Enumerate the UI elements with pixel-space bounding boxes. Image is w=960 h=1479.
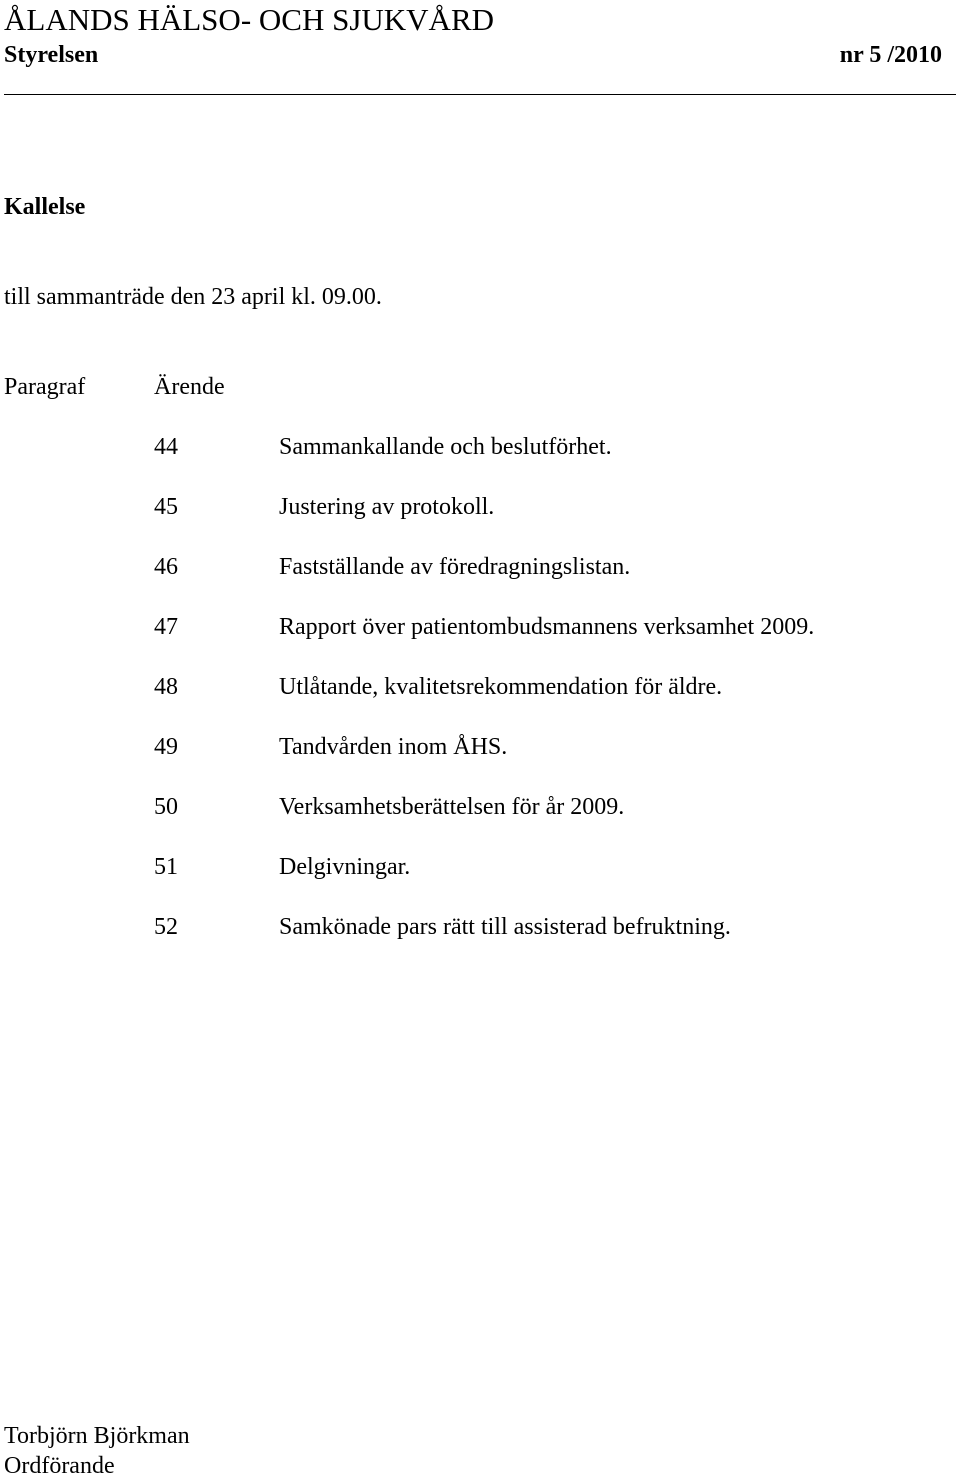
agenda-item-number: 49 bbox=[154, 734, 178, 760]
notice-title: Kallelse bbox=[4, 194, 86, 220]
issue-number: nr 5 /2010 bbox=[839, 42, 942, 68]
agenda-item-text: Delgivningar. bbox=[279, 854, 411, 880]
agenda-item-text: Justering av protokoll. bbox=[279, 494, 495, 520]
agenda-item bbox=[154, 615, 814, 675]
agenda-item-number: 48 bbox=[154, 674, 178, 700]
column-header-item: Ärende bbox=[154, 374, 225, 400]
agenda-item-text: Sammankallande och beslutförhet. bbox=[279, 434, 612, 460]
header-divider bbox=[4, 94, 956, 95]
agenda-item-number: 50 bbox=[154, 794, 178, 820]
agenda-item bbox=[154, 915, 814, 975]
signatory-name: Torbjörn Björkman bbox=[4, 1423, 190, 1449]
agenda-item-number: 52 bbox=[154, 914, 178, 940]
agenda-item-text: Utlåtande, kvalitetsrekommendation för äldre. bbox=[279, 674, 723, 700]
agenda-item bbox=[154, 795, 814, 855]
agenda-item-number: 47 bbox=[154, 614, 178, 640]
agenda-item bbox=[154, 675, 814, 735]
agenda-item-text: Verksamhetsberättelsen för år 2009. bbox=[279, 794, 625, 820]
organization-title: ÅLANDS HÄLSO- OCH SJUKVÅRD bbox=[4, 2, 495, 37]
agenda-item-number: 46 bbox=[154, 554, 178, 580]
agenda-item-number: 45 bbox=[154, 494, 178, 520]
agenda-item-text: Fastställande av föredragningslistan. bbox=[279, 554, 631, 580]
meeting-line: till sammanträde den 23 april kl. 09.00. bbox=[4, 284, 382, 310]
agenda-item bbox=[154, 735, 814, 795]
board-name: Styrelsen bbox=[4, 42, 99, 68]
agenda-item-number: 51 bbox=[154, 854, 178, 880]
signatory-role: Ordförande bbox=[4, 1453, 115, 1479]
column-header-paragraph: Paragraf bbox=[4, 374, 86, 400]
agenda-item-text: Samkönade pars rätt till assisterad befruktning. bbox=[279, 914, 731, 940]
agenda-item bbox=[154, 855, 814, 915]
agenda-item-number: 44 bbox=[154, 434, 178, 460]
agenda-item bbox=[154, 555, 814, 615]
agenda-list bbox=[154, 435, 814, 975]
agenda-item-text: Tandvården inom ÅHS. bbox=[279, 734, 508, 760]
agenda-item bbox=[154, 435, 814, 495]
agenda-item bbox=[154, 495, 814, 555]
agenda-item-text: Rapport över patientombudsmannens verksamhet 2009. bbox=[279, 614, 815, 640]
